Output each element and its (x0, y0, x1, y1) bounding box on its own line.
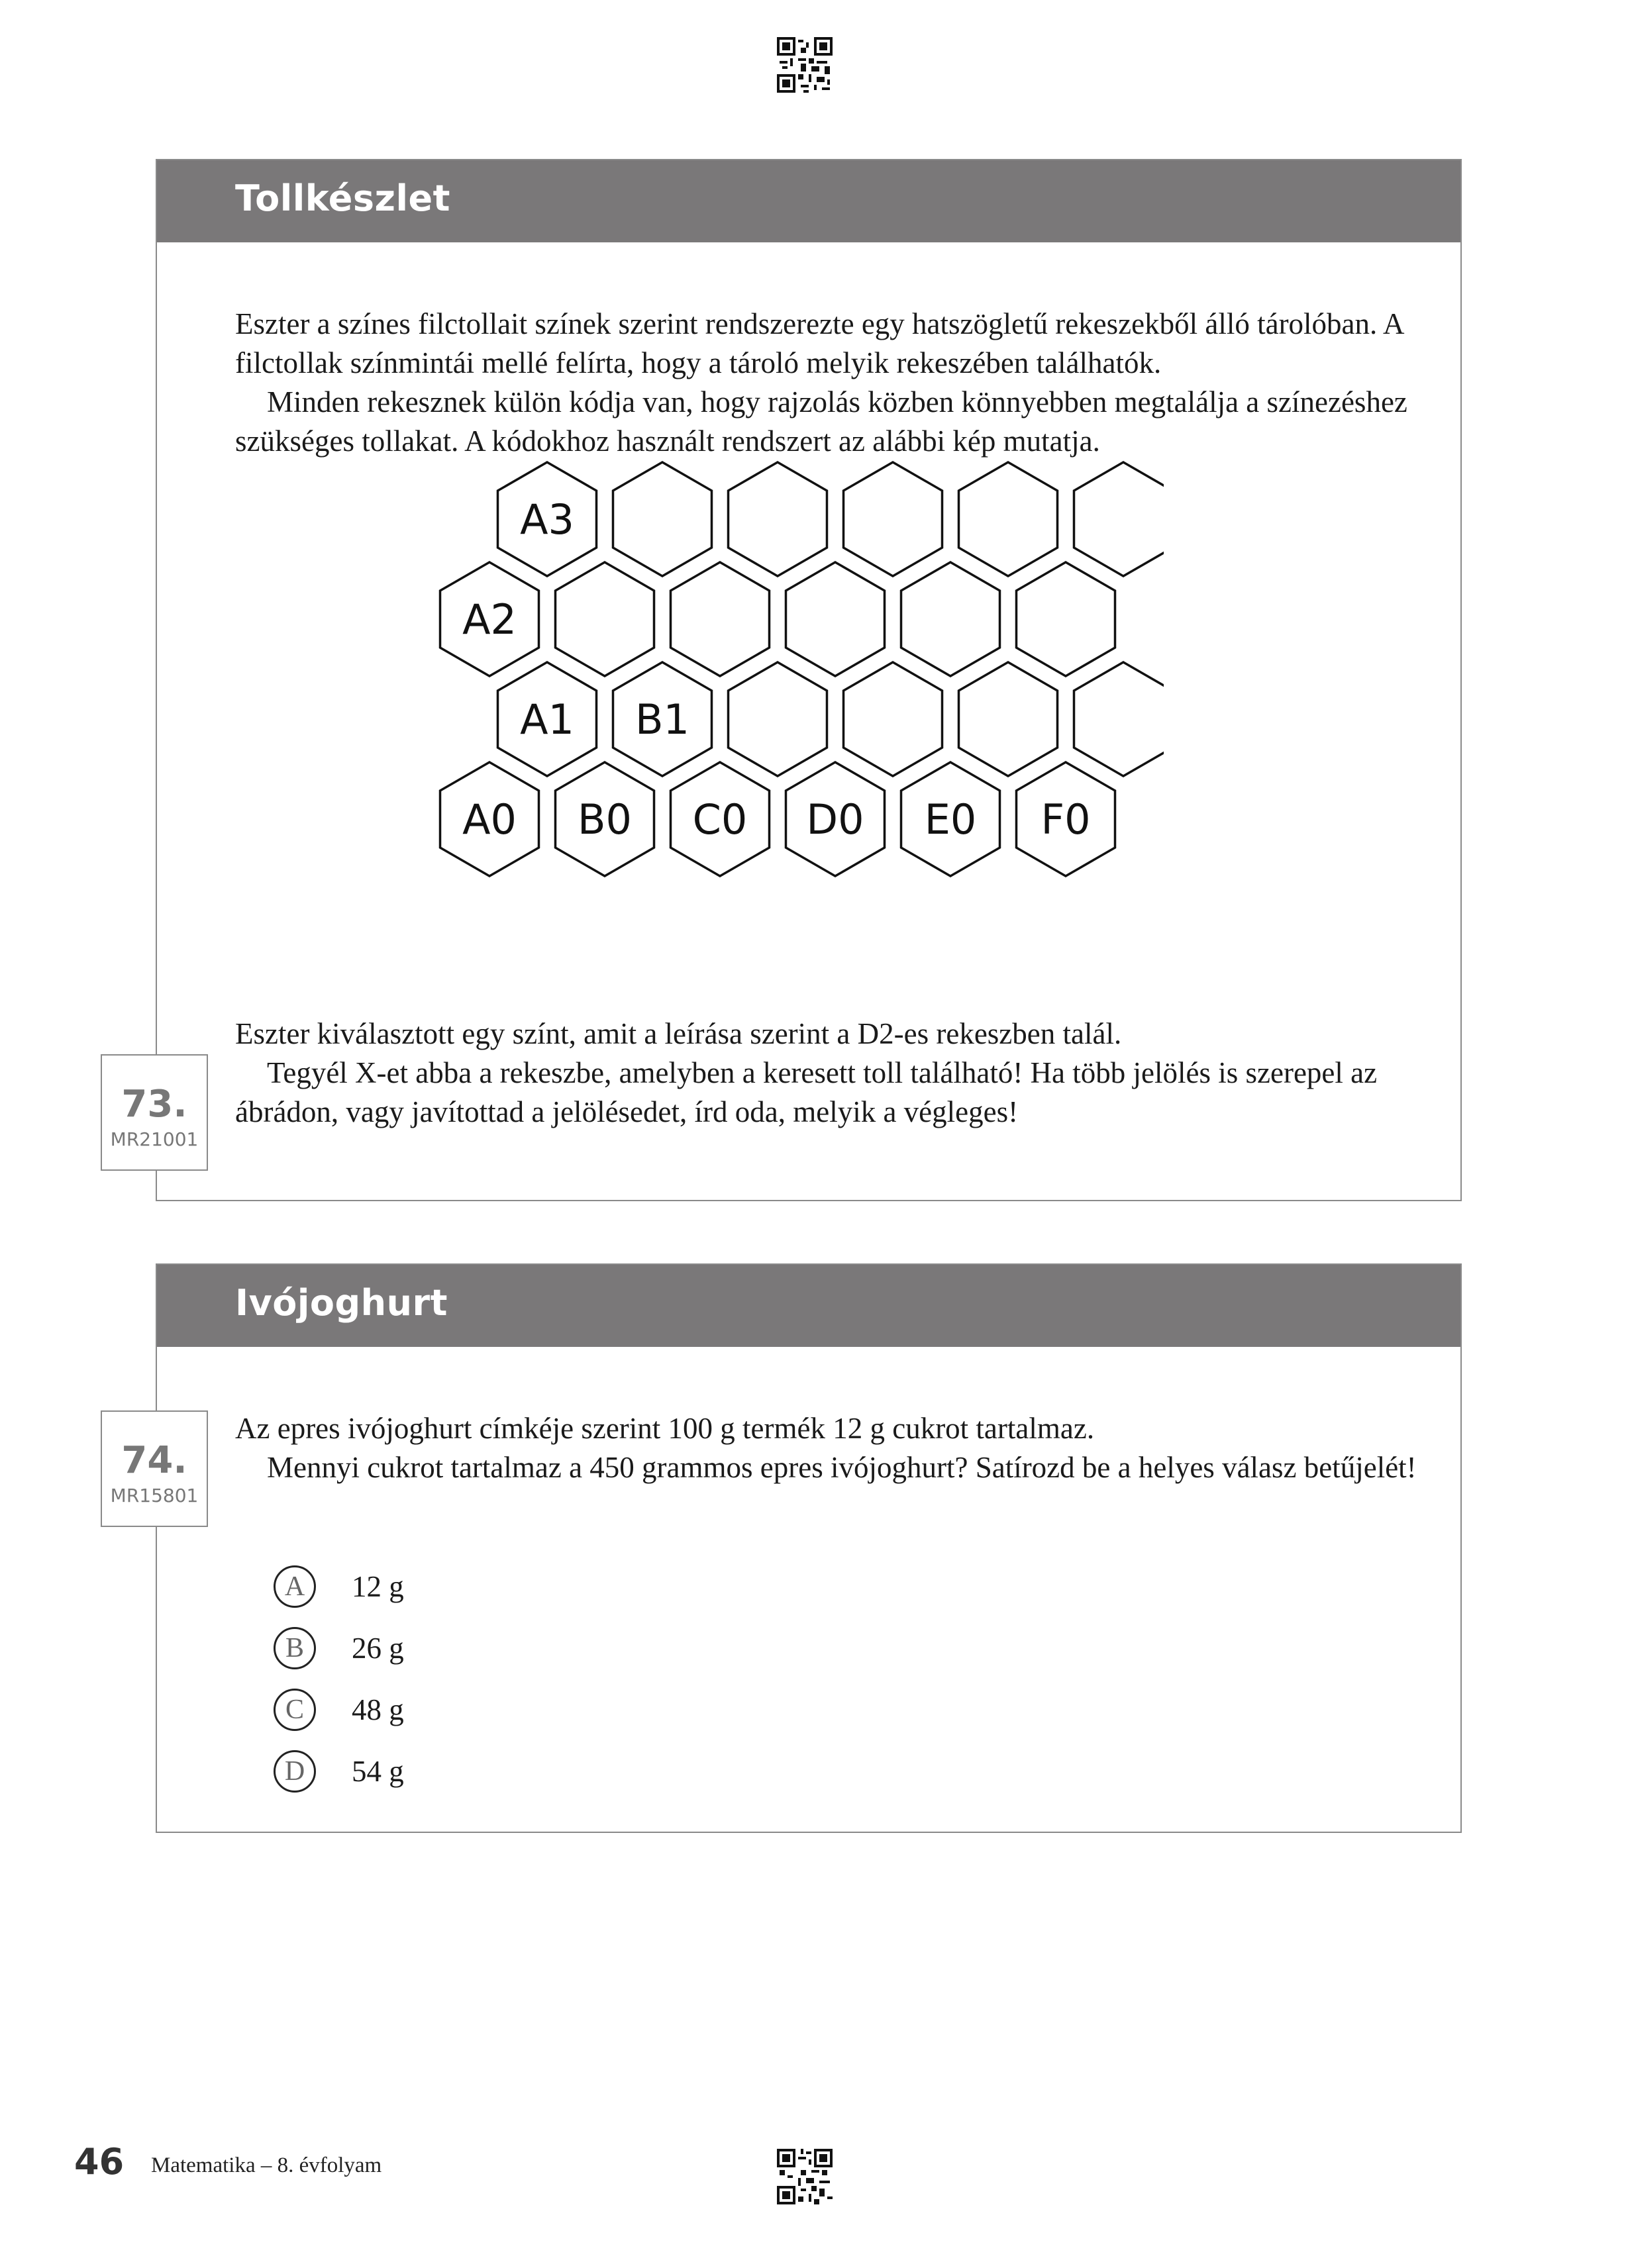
task-73-question-line-2 (235, 1054, 1434, 1132)
hex-label-a3: A3 (520, 495, 574, 544)
hex-cell-row3-col3[interactable] (844, 462, 942, 576)
hex-cell-row1-col3[interactable] (844, 662, 942, 776)
answer-text-d: 54 g (352, 1755, 404, 1788)
hex-cell-row2-col4[interactable] (901, 562, 1000, 676)
hex-cell-row3-col4[interactable] (959, 462, 1058, 576)
hex-cell-row3-col2[interactable] (729, 462, 827, 576)
answer-bubble-a[interactable]: A (274, 1565, 316, 1608)
task-74-title: Ivójoghurt (235, 1282, 448, 1324)
hex-cell-row2-col1[interactable] (556, 562, 654, 676)
hex-cell-row2-col3[interactable] (786, 562, 885, 676)
top-qr-code (777, 37, 833, 93)
hex-label-a1: A1 (520, 695, 574, 744)
answer-bubble-c[interactable]: C (274, 1689, 316, 1731)
task-73-header (157, 160, 1460, 242)
answer-bubble-d[interactable]: D (274, 1750, 316, 1793)
hex-cell-row1-col4[interactable] (959, 662, 1058, 776)
task-73-question-text-2: Tegyél X-et abba a rekeszbe, amelyben a keresett toll található! Ha több jelölés is szerepel az ábrádon, vagy javítottad a jelölésedet, írd oda, melyik a végleges! (235, 1056, 1378, 1128)
task-73-question-text-1: Eszter kiválasztott egy színt, amit a leírása szerint a D2-es rekeszben talál. (235, 1017, 1122, 1050)
task-73-intro-text-2: Minden rekesznek külön kódja van, hogy rajzolás közben könnyebben megtalálja a színezéshez szükséges tollakat. A kódokhoz használt rendszert az alábbi kép mutatja. (235, 385, 1407, 458)
page-number: 46 (74, 2141, 125, 2183)
hexagon-storage-grid (435, 458, 1164, 882)
bottom-qr-code (777, 2149, 833, 2204)
task-73-code: MR21001 (110, 1128, 199, 1150)
hex-cell-row1-col5[interactable] (1074, 662, 1164, 776)
hex-label-c0: C0 (692, 795, 748, 844)
hex-cell-row1-col2[interactable] (729, 662, 827, 776)
answer-text-b: 26 g (352, 1632, 404, 1665)
hex-cell-row3-col5[interactable] (1074, 462, 1164, 576)
task-74-number-badge (101, 1410, 208, 1527)
task-73-number-badge (101, 1054, 208, 1171)
hex-label-e0: E0 (924, 795, 977, 844)
footer-subject: Matematika – 8. évfolyam (151, 2153, 382, 2177)
task-73-intro-text-1: Eszter a színes filctollait színek szerint rendszerezte egy hatszögletű rekeszekből álló tárolóban. A filctollak színmintái mellé felírta, hogy a tároló melyik rekeszében találhatók. (235, 307, 1403, 379)
task-73-number: 73. (121, 1083, 187, 1126)
task-74-number: 74. (121, 1439, 187, 1482)
hex-label-b0: B0 (578, 795, 632, 844)
task-74-question-text-1: Az epres ivójoghurt címkéje szerint 100 g termék 12 g cukrot tartalmaz. (235, 1412, 1095, 1445)
hex-cell-row2-col5[interactable] (1017, 562, 1115, 676)
hex-label-f0: F0 (1041, 795, 1091, 844)
hex-cell-row3-col1[interactable] (613, 462, 712, 576)
answer-bubble-b[interactable]: B (274, 1627, 316, 1669)
task-73-question-line-1 (235, 1014, 1434, 1054)
hex-cell-row2-col2[interactable] (671, 562, 770, 676)
task-74-question-text-2: Mennyi cukrot tartalmaz a 450 grammos epres ivójoghurt? Satírozd be a helyes válasz betűjelét! (267, 1451, 1417, 1484)
task-73-intro-paragraph-2 (235, 383, 1434, 461)
qr-code-icon (777, 37, 833, 93)
task-74-box (156, 1263, 1462, 1833)
qr-code-icon (777, 2149, 833, 2204)
hex-label-d0: D0 (806, 795, 864, 844)
task-74-code: MR15801 (110, 1485, 199, 1506)
task-74-question-line-2 (235, 1448, 1434, 1487)
answer-text-a: 12 g (352, 1570, 404, 1603)
hex-label-a0: A0 (462, 795, 517, 844)
task-74-question-line-1 (235, 1409, 1434, 1448)
task-73-title: Tollkészlet (235, 177, 450, 219)
answer-text-c: 48 g (352, 1693, 404, 1726)
task-74-header (157, 1265, 1460, 1347)
hex-label-a2: A2 (462, 595, 517, 644)
hex-label-b1: B1 (635, 695, 689, 744)
task-73-intro-paragraph-1 (235, 305, 1434, 383)
task-73-box (156, 159, 1462, 1201)
hexagon-grid-svg (435, 458, 1164, 882)
